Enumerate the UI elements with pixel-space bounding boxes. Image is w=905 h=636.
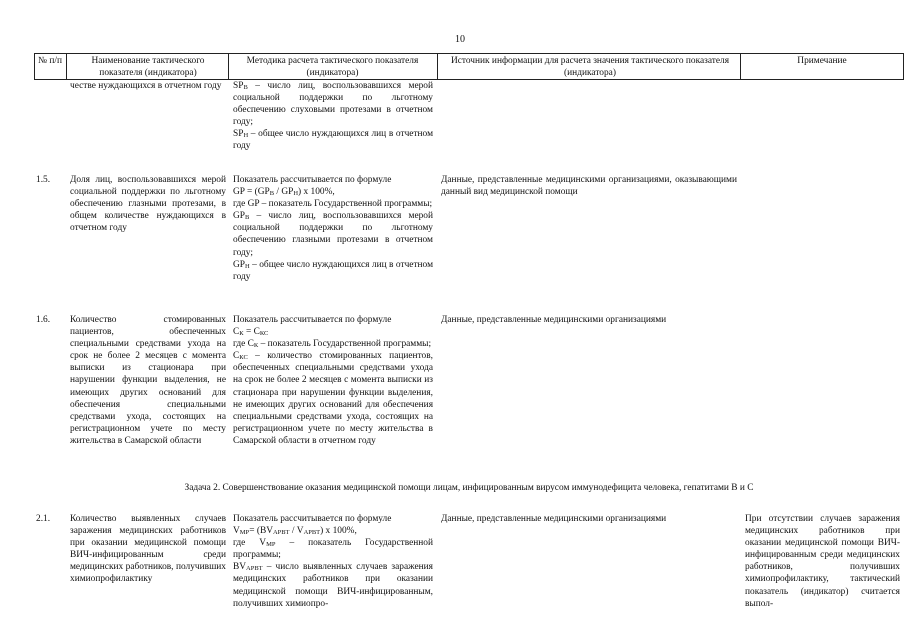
header-num: № п/п [38,56,62,66]
page-number: 10 [455,34,465,45]
header-col-border [66,53,67,79]
header-col-border [903,53,904,79]
row-method: Показатель рассчитывается по формуле GP = $(GP_В / GP_Н)$ х 100%, где GP – показатель Государственной программы; $GP_В$ – число лиц, воспользовавшихся мерой социальной поддержки по льготному обеспечению глазными протезами в отчетном году; $GP_Н$ – общее число нуждающихся лиц в отчетном году [233,175,433,282]
cont-method: $SP_В$ – число лиц, воспользовавшихся мерой социальной поддержки по льготному обеспечению слуховыми протезами в отчетном году; $SP_Н$ – общее число нуждающихся лиц в отчетном году [233,81,433,152]
formula: $С_К = С_{КС}$ [233,327,269,338]
row-note: При отсутствии случаев заражения медицинских работников при оказании медицинской помощи ВИЧ-инфицированным среди медицинских работников, получивших химиопрофилактику, тактический показатель (индикатор) считается выпол- [745,514,900,609]
row-method: Показатель рассчитывается по формуле $V_{МР}= (BV_{АРВТ} / V_{АРВТ})$ х 100%, где $V_{МР}$ – показатель Государственной программы; $BV_{АРВТ}$ – число выявленных случаев заражения медицинских работников при оказании медицинской помощи ВИЧ-инфицированным, получивших химиопро- [233,514,433,609]
row-name: Количество выявленных случаев заражения медицинских работников при оказании медицинской помощи ВИЧ-инфицированным среди медицинских работников, получивших химиопрофилактику [70,514,226,585]
header-col-border [740,53,741,79]
header-top-border [34,53,904,54]
row-source: Данные, представленные медицинскими организациями [441,514,667,524]
header-col-border [437,53,438,79]
header-name: Наименование тактического показателя (индикатора) [91,56,205,78]
header-method: Методика расчета тактического показателя (индикатора) [246,56,419,78]
row-name: Доля лиц, воспользовавшихся мерой социальной поддержки по льготному обеспечению глазными протезами, в общем количестве нуждающихся в отчетном году [70,175,226,234]
formula: GP = $(GP_В / GP_Н)$ х 100%, [233,187,335,198]
task-heading: Задача 2. Совершенствование оказания медицинской помощи лицам, инфицированным вирусом иммунодефицита человека, гепатитами В и С [184,483,754,493]
header-source: Источник информации для расчета значения тактического показателя (индикатора) [450,56,730,78]
row-method: Показатель рассчитывается по формуле $С_К = С_{КС}$ где $С_К$ – показатель Государственной программы; $С_{КС}$ – количество стомированных пациентов, обеспеченных специальными средствами ухода на срок не более 2 месяцев с момента выписки из стационара при нарушении функции выделения, не имеющих других оснований для обеспечения специальными средствами ухода, состоящих на регистрационном учете по месту жительства в Самарской области в отчетном году [233,315,433,446]
row-source: Данные, представленные медицинскими организациями [441,315,667,325]
cont-name: честве нуждающихся в отчетном году [70,81,222,91]
row-number: 1.6. [36,315,51,325]
row-source: Данные, представленные медицинскими организациями, оказывающими данный вид медицинской помощи [441,175,737,198]
row-number: 2.1. [36,514,51,524]
formula: $V_{МР}= (BV_{АРВТ} / V_{АРВТ})$ х 100%, [233,526,357,537]
header-note: Примечание [797,56,847,66]
row-name: Количество стомированных пациентов, обеспеченных специальными средствами ухода на срок не более 2 месяцев с момента выписки из стационара при нарушении функции выделения, не имеющих других оснований для обеспечения специальными средствами ухода, состоящих на регистрационном учете по месту жительства в Самарской области [70,315,226,446]
row-number: 1.5. [36,175,51,185]
header-col-border [228,53,229,79]
